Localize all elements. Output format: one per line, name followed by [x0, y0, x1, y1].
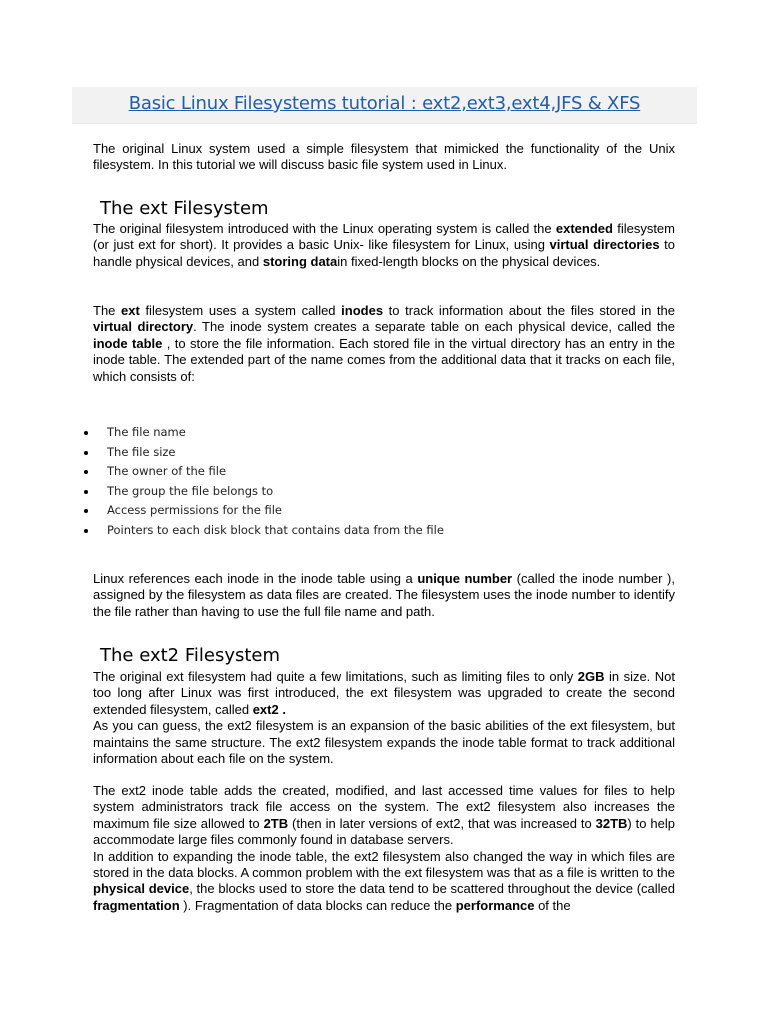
text-run: of the: [534, 897, 571, 913]
title-banner: [72, 87, 697, 124]
text-run: . The inode system creates a separate table on each physical device, called the: [193, 319, 675, 335]
list-item: The file name: [82, 423, 682, 443]
bold-term: 2TB: [263, 815, 289, 831]
list-item: The owner of the file: [82, 462, 682, 482]
text-run: in fixed-length blocks on the physical devices.: [337, 253, 601, 269]
text-run: In addition to expanding the inode table, the ext2 filesystem also changed the way in which files are stored in the data blocks. A common problem with the ext filesystem was that as a file is written to the: [93, 848, 675, 881]
ext-paragraph-3: [93, 571, 675, 620]
bold-term: inodes: [341, 303, 384, 318]
ext-paragraph-2: [93, 303, 675, 385]
bold-term: extended: [555, 221, 613, 236]
text-run: The original ext filesystem had quite a few limitations, such as limiting files to only: [93, 669, 578, 684]
list-item: The file size: [82, 443, 682, 463]
file-attributes-list: [82, 423, 682, 541]
text-run: , to store the file information. Each stored file in the virtual directory has an entry in the inode table. The extended part of the name comes from the additional data that it tracks on each file, which consists of:: [93, 335, 675, 384]
text-run: ) to help accommodate large files commonly found in database servers.: [93, 815, 675, 848]
list-item: Pointers to each disk block that contains data from the file: [82, 521, 682, 541]
text-run: (then in later versions of ext2, that was increased to: [288, 815, 596, 831]
text-run: (called the inode number ), assigned by the filesystem as data files are created. The filesystem uses the inode number to identify the file rather than having to use the full file name and path.: [93, 571, 675, 619]
text-run: The ext2 inode table adds the created, modified, and last accessed time values for files to help system administrators track file access on the system. The ext2 filesystem also increases the maximum file size allowed to: [93, 783, 675, 831]
text-run: filesystem (or just ext for short). It provides a basic Unix- like filesystem for Linux, using: [93, 221, 675, 253]
document-title: Basic Linux Filesystems tutorial : ext2,ext3,ext4,JFS & XFS: [128, 93, 641, 114]
list-item: Access permissions for the file: [82, 501, 682, 521]
ext2-heading: The ext2 Filesystem: [100, 645, 281, 666]
bold-term: inode table: [93, 335, 163, 351]
bold-term: ext2 .: [252, 701, 286, 717]
bold-term: ext: [121, 303, 140, 318]
bold-term: unique number: [417, 571, 513, 586]
ext-heading: The ext Filesystem: [100, 198, 269, 219]
bold-term: 2GB: [577, 669, 605, 684]
ext2-paragraph-2: [93, 783, 675, 914]
bold-term: performance: [455, 897, 535, 913]
text-run: , the blocks used to store the data tend to be scattered throughout the device (called: [189, 881, 675, 897]
bold-term: 32TB: [595, 815, 628, 831]
text-run: ). Fragmentation of data blocks can reduce the: [179, 897, 456, 913]
text-run: As you can guess, the ext2 filesystem is an expansion of the basic abilities of the ext filesystem, but maintains the same structure. The ext2 filesystem expands the inode table format to track additional information about each file on the system.: [93, 718, 675, 767]
text-run: filesystem uses a system called: [139, 303, 342, 318]
text-run: The original filesystem introduced with the Linux operating system is called the: [93, 221, 556, 236]
intro-paragraph: [93, 141, 675, 174]
bold-term: virtual directory: [93, 319, 194, 335]
text-run: The: [93, 303, 122, 318]
text-run: The original Linux system used a simple filesystem that mimicked the functionality of the Unix filesystem. In this tutorial we will discuss basic file system used in Linux.: [93, 141, 675, 173]
ext2-paragraph-1: [93, 669, 675, 767]
text-run: Linux references each inode in the inode table using a: [93, 571, 418, 586]
list-item: The group the file belongs to: [82, 482, 682, 502]
bold-term: storing data: [262, 253, 338, 269]
ext-paragraph-1: [93, 221, 675, 270]
text-run: in size. Not too long after Linux was first introduced, the ext filesystem was upgraded to create the second extended filesystem, called: [93, 669, 675, 717]
bold-term: physical device: [93, 881, 190, 897]
text-run: to track information about the files stored in the: [383, 303, 675, 318]
bold-term: virtual directories: [549, 237, 660, 253]
text-run: to handle physical devices, and: [93, 237, 675, 269]
bold-term: fragmentation: [93, 897, 180, 913]
